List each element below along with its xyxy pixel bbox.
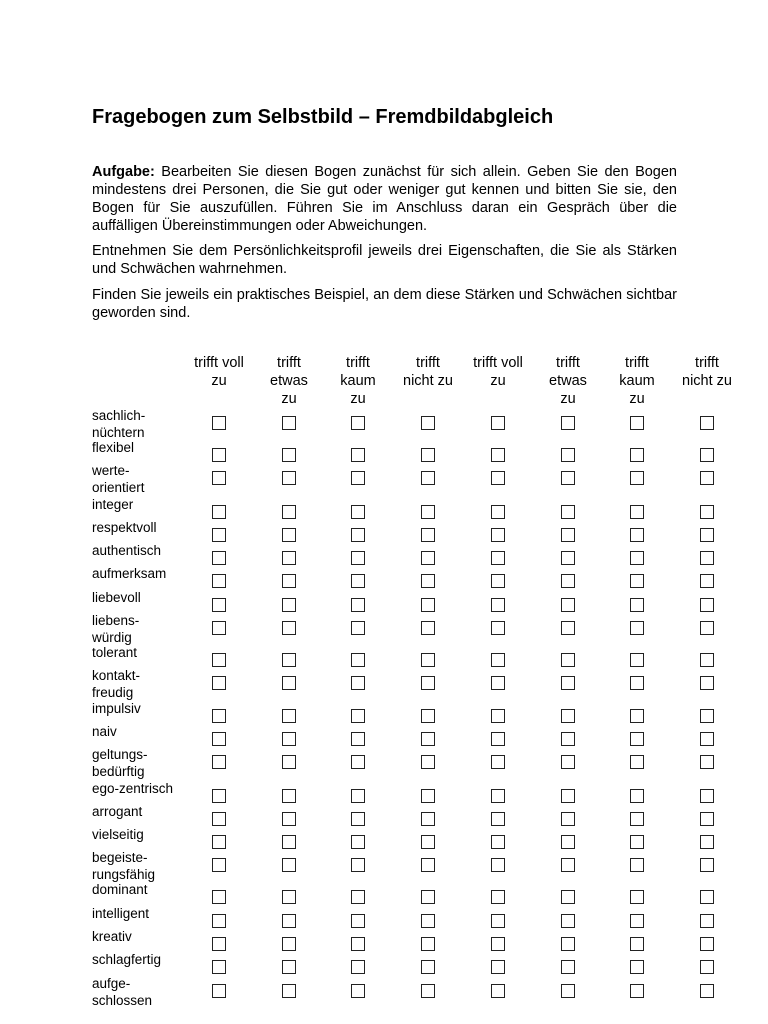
- rating-checkbox[interactable]: [351, 551, 365, 565]
- rating-checkbox[interactable]: [421, 914, 435, 928]
- rating-checkbox[interactable]: [212, 416, 226, 430]
- rating-checkbox[interactable]: [630, 505, 644, 519]
- row-label-line: intelligent: [92, 906, 150, 921]
- row-label-line: liebevoll: [92, 590, 141, 605]
- column-header-line: zu: [560, 391, 576, 407]
- rating-checkbox[interactable]: [561, 890, 575, 904]
- rating-checkbox[interactable]: [282, 789, 296, 803]
- rating-checkbox[interactable]: [351, 621, 365, 635]
- rating-checkbox[interactable]: [421, 732, 435, 746]
- rating-checkbox[interactable]: [561, 984, 575, 998]
- rating-checkbox[interactable]: [351, 937, 365, 951]
- row-label-line: integer: [92, 497, 134, 512]
- rating-checkbox[interactable]: [700, 676, 714, 690]
- instruction-paragraph-2: Entnehmen Sie dem Persönlichkeitsprofil jeweils drei Eigenschaften, die Sie als Stärken und Schwächen wahrnehmen.: [92, 243, 677, 277]
- rating-checkbox[interactable]: [630, 812, 644, 826]
- rating-checkbox[interactable]: [421, 960, 435, 974]
- rating-checkbox[interactable]: [212, 812, 226, 826]
- task-paragraph: [92, 163, 677, 235]
- row-label: [92, 566, 184, 583]
- rating-checkbox[interactable]: [212, 937, 226, 951]
- rating-checkbox[interactable]: [700, 528, 714, 542]
- rating-checkbox[interactable]: [630, 984, 644, 998]
- rating-checkbox[interactable]: [282, 858, 296, 872]
- rating-checkbox[interactable]: [212, 505, 226, 519]
- column-header-line: kaum: [340, 373, 376, 389]
- rating-checkbox[interactable]: [282, 551, 296, 565]
- rating-checkbox[interactable]: [630, 890, 644, 904]
- row-label: [92, 543, 184, 560]
- rating-checkbox[interactable]: [491, 621, 505, 635]
- rating-checkbox[interactable]: [700, 574, 714, 588]
- row-label: [92, 850, 184, 883]
- rating-checkbox[interactable]: [630, 789, 644, 803]
- rating-checkbox[interactable]: [212, 709, 226, 723]
- rating-checkbox[interactable]: [700, 789, 714, 803]
- rating-checkbox[interactable]: [630, 858, 644, 872]
- rating-checkbox[interactable]: [561, 709, 575, 723]
- rating-checkbox[interactable]: [491, 960, 505, 974]
- rating-checkbox[interactable]: [212, 984, 226, 998]
- rating-checkbox[interactable]: [700, 471, 714, 485]
- rating-checkbox[interactable]: [630, 448, 644, 462]
- rating-checkbox[interactable]: [282, 984, 296, 998]
- rating-checkbox[interactable]: [700, 937, 714, 951]
- rating-checkbox[interactable]: [491, 789, 505, 803]
- column-header-line: trifft: [277, 355, 301, 371]
- row-label: [92, 645, 184, 662]
- rating-checkbox[interactable]: [421, 505, 435, 519]
- row-label: [92, 724, 184, 741]
- rating-checkbox[interactable]: [421, 528, 435, 542]
- row-label-line: dominant: [92, 882, 148, 897]
- rating-checkbox[interactable]: [630, 598, 644, 612]
- rating-checkbox[interactable]: [282, 621, 296, 635]
- column-header: [599, 354, 675, 408]
- column-header-line: kaum: [619, 373, 655, 389]
- rating-checkbox[interactable]: [561, 505, 575, 519]
- row-label: [92, 668, 184, 701]
- rating-checkbox[interactable]: [351, 812, 365, 826]
- rating-checkbox[interactable]: [630, 960, 644, 974]
- column-header: [251, 354, 327, 408]
- rating-checkbox[interactable]: [282, 732, 296, 746]
- rating-checkbox[interactable]: [491, 471, 505, 485]
- rating-checkbox[interactable]: [630, 653, 644, 667]
- rating-checkbox[interactable]: [282, 505, 296, 519]
- row-label-line: authentisch: [92, 543, 162, 558]
- row-label: [92, 497, 184, 514]
- rating-checkbox[interactable]: [212, 755, 226, 769]
- rating-checkbox[interactable]: [561, 598, 575, 612]
- rating-checkbox[interactable]: [212, 448, 226, 462]
- rating-checkbox[interactable]: [351, 676, 365, 690]
- rating-checkbox[interactable]: [491, 416, 505, 430]
- column-header-line: zu: [350, 391, 366, 407]
- column-header: [320, 354, 396, 408]
- rating-checkbox[interactable]: [700, 835, 714, 849]
- column-header-line: nicht zu: [403, 373, 453, 389]
- rating-checkbox[interactable]: [351, 653, 365, 667]
- column-header-line: etwas: [549, 373, 587, 389]
- rating-checkbox[interactable]: [351, 448, 365, 462]
- rating-checkbox[interactable]: [212, 960, 226, 974]
- page-title: Fragebogen zum Selbstbild – Fremdbildabgleich: [92, 106, 554, 128]
- rating-checkbox[interactable]: [282, 835, 296, 849]
- row-label-line: respektvoll: [92, 520, 157, 535]
- column-header: [181, 354, 257, 390]
- rating-checkbox[interactable]: [630, 551, 644, 565]
- column-header: [669, 354, 745, 390]
- column-header: [530, 354, 606, 408]
- rating-checkbox[interactable]: [212, 676, 226, 690]
- rating-checkbox[interactable]: [421, 598, 435, 612]
- rating-checkbox[interactable]: [421, 789, 435, 803]
- rating-checkbox[interactable]: [282, 914, 296, 928]
- rating-checkbox[interactable]: [491, 574, 505, 588]
- rating-checkbox[interactable]: [212, 574, 226, 588]
- rating-checkbox[interactable]: [212, 789, 226, 803]
- rating-checkbox[interactable]: [561, 789, 575, 803]
- rating-checkbox[interactable]: [351, 914, 365, 928]
- rating-checkbox[interactable]: [700, 621, 714, 635]
- rating-checkbox[interactable]: [351, 528, 365, 542]
- row-label-line: nüchtern: [92, 424, 145, 440]
- rating-checkbox[interactable]: [351, 835, 365, 849]
- rating-checkbox[interactable]: [561, 937, 575, 951]
- rating-checkbox[interactable]: [630, 574, 644, 588]
- rating-checkbox[interactable]: [421, 676, 435, 690]
- rating-checkbox[interactable]: [212, 890, 226, 904]
- rating-checkbox[interactable]: [421, 416, 435, 430]
- rating-checkbox[interactable]: [212, 471, 226, 485]
- rating-checkbox[interactable]: [351, 984, 365, 998]
- row-label: [92, 613, 184, 646]
- rating-checkbox[interactable]: [212, 621, 226, 635]
- row-label-line: vielseitig: [92, 827, 144, 842]
- rating-checkbox[interactable]: [561, 416, 575, 430]
- rating-checkbox[interactable]: [491, 448, 505, 462]
- column-header-line: trifft voll: [473, 355, 523, 371]
- rating-checkbox[interactable]: [630, 914, 644, 928]
- column-header-line: etwas: [270, 373, 308, 389]
- row-label-line: freudig: [92, 684, 134, 700]
- row-label-line: bedürftig: [92, 763, 145, 779]
- rating-checkbox[interactable]: [282, 890, 296, 904]
- rating-checkbox[interactable]: [212, 835, 226, 849]
- rating-checkbox[interactable]: [491, 528, 505, 542]
- rating-checkbox[interactable]: [700, 653, 714, 667]
- rating-checkbox[interactable]: [282, 574, 296, 588]
- rating-checkbox[interactable]: [282, 528, 296, 542]
- rating-checkbox[interactable]: [630, 621, 644, 635]
- row-label: [92, 827, 184, 844]
- rating-checkbox[interactable]: [491, 709, 505, 723]
- rating-checkbox[interactable]: [282, 937, 296, 951]
- rating-checkbox[interactable]: [561, 471, 575, 485]
- rating-checkbox[interactable]: [630, 528, 644, 542]
- row-label: [92, 520, 184, 537]
- rating-checkbox[interactable]: [561, 755, 575, 769]
- rating-checkbox[interactable]: [351, 598, 365, 612]
- rating-checkbox[interactable]: [561, 621, 575, 635]
- rating-checkbox[interactable]: [561, 448, 575, 462]
- row-label-line: werte-: [92, 463, 130, 478]
- rating-checkbox[interactable]: [491, 858, 505, 872]
- rating-checkbox[interactable]: [282, 960, 296, 974]
- row-label-line: ego-zentrisch: [92, 781, 174, 796]
- row-label: [92, 590, 184, 607]
- row-label: [92, 906, 184, 923]
- rating-checkbox[interactable]: [491, 551, 505, 565]
- rating-checkbox[interactable]: [630, 416, 644, 430]
- rating-checkbox[interactable]: [630, 937, 644, 951]
- rating-checkbox[interactable]: [561, 676, 575, 690]
- rating-checkbox[interactable]: [561, 653, 575, 667]
- rating-checkbox[interactable]: [212, 858, 226, 872]
- rating-checkbox[interactable]: [351, 709, 365, 723]
- row-label-line: flexibel: [92, 440, 135, 455]
- rating-checkbox[interactable]: [630, 471, 644, 485]
- rating-checkbox[interactable]: [351, 890, 365, 904]
- column-header: [390, 354, 466, 390]
- rating-checkbox[interactable]: [282, 812, 296, 826]
- rating-checkbox[interactable]: [700, 416, 714, 430]
- row-label: [92, 882, 184, 899]
- rating-checkbox[interactable]: [421, 653, 435, 667]
- rating-checkbox[interactable]: [421, 812, 435, 826]
- column-header-line: trifft: [346, 355, 370, 371]
- row-label: [92, 804, 184, 821]
- rating-checkbox[interactable]: [351, 755, 365, 769]
- rating-checkbox[interactable]: [282, 416, 296, 430]
- rating-checkbox[interactable]: [212, 528, 226, 542]
- row-label: [92, 747, 184, 780]
- rating-checkbox[interactable]: [561, 574, 575, 588]
- rating-checkbox[interactable]: [491, 835, 505, 849]
- rating-checkbox[interactable]: [491, 732, 505, 746]
- rating-checkbox[interactable]: [491, 984, 505, 998]
- column-header: [460, 354, 536, 390]
- rating-checkbox[interactable]: [421, 755, 435, 769]
- row-label-line: kreativ: [92, 929, 132, 944]
- row-label: [92, 463, 184, 496]
- rating-checkbox[interactable]: [421, 574, 435, 588]
- rating-checkbox[interactable]: [561, 732, 575, 746]
- row-label: [92, 408, 184, 441]
- rating-checkbox[interactable]: [630, 835, 644, 849]
- column-header-line: zu: [281, 391, 297, 407]
- row-label-line: orientiert: [92, 479, 145, 495]
- row-label-line: würdig: [92, 629, 132, 645]
- rating-checkbox[interactable]: [630, 755, 644, 769]
- row-label-line: geltungs-: [92, 747, 148, 762]
- column-header-line: nicht zu: [682, 373, 732, 389]
- row-label-line: schlossen: [92, 992, 153, 1008]
- rating-checkbox[interactable]: [282, 653, 296, 667]
- rating-checkbox[interactable]: [351, 858, 365, 872]
- rating-checkbox[interactable]: [421, 448, 435, 462]
- rating-checkbox[interactable]: [351, 960, 365, 974]
- row-label-line: schlagfertig: [92, 952, 162, 967]
- rating-checkbox[interactable]: [421, 890, 435, 904]
- rating-checkbox[interactable]: [421, 621, 435, 635]
- column-header-line: trifft: [695, 355, 719, 371]
- rating-checkbox[interactable]: [700, 914, 714, 928]
- rating-checkbox[interactable]: [421, 984, 435, 998]
- instruction-paragraph-3: Finden Sie jeweils ein praktisches Beispiel, an dem diese Stärken und Schwächen sichtbar geworden sind.: [92, 287, 677, 321]
- task-label: Aufgabe:: [92, 164, 155, 180]
- rating-checkbox[interactable]: [700, 984, 714, 998]
- row-label-line: tolerant: [92, 645, 138, 660]
- rating-checkbox[interactable]: [282, 755, 296, 769]
- rating-checkbox[interactable]: [491, 890, 505, 904]
- rating-checkbox[interactable]: [561, 528, 575, 542]
- rating-checkbox[interactable]: [421, 471, 435, 485]
- column-header-line: zu: [490, 373, 506, 389]
- row-label-line: rungsfähig: [92, 866, 156, 882]
- column-header-line: trifft: [625, 355, 649, 371]
- rating-checkbox[interactable]: [700, 709, 714, 723]
- rating-checkbox[interactable]: [700, 732, 714, 746]
- rating-checkbox[interactable]: [212, 598, 226, 612]
- rating-checkbox[interactable]: [282, 676, 296, 690]
- column-header-line: zu: [211, 373, 227, 389]
- row-label: [92, 781, 184, 798]
- rating-checkbox[interactable]: [351, 732, 365, 746]
- rating-checkbox[interactable]: [282, 448, 296, 462]
- rating-checkbox[interactable]: [282, 471, 296, 485]
- rating-checkbox[interactable]: [700, 551, 714, 565]
- rating-checkbox[interactable]: [561, 960, 575, 974]
- rating-checkbox[interactable]: [421, 835, 435, 849]
- rating-checkbox[interactable]: [561, 835, 575, 849]
- task-text: Bearbeiten Sie diesen Bogen zunächst für sich allein. Geben Sie den Bogen mindestens drei Personen, die Sie gut oder weniger gut kennen und bitten Sie sie, den Bogen für Sie auszufüllen. Führen Sie im Anschluss daran ein Gespräch über die auffälligen Übereinstimmungen oder Abweichungen.: [92, 164, 677, 234]
- row-label-line: liebens-: [92, 613, 140, 628]
- rating-checkbox[interactable]: [421, 551, 435, 565]
- column-header-line: trifft voll: [194, 355, 244, 371]
- rating-checkbox[interactable]: [700, 890, 714, 904]
- rating-checkbox[interactable]: [700, 505, 714, 519]
- rating-checkbox[interactable]: [700, 812, 714, 826]
- column-header-line: trifft: [416, 355, 440, 371]
- rating-checkbox[interactable]: [700, 960, 714, 974]
- rating-checkbox[interactable]: [561, 914, 575, 928]
- rating-checkbox[interactable]: [212, 551, 226, 565]
- rating-checkbox[interactable]: [491, 914, 505, 928]
- rating-checkbox[interactable]: [491, 755, 505, 769]
- rating-checkbox[interactable]: [700, 598, 714, 612]
- rating-checkbox[interactable]: [630, 732, 644, 746]
- rating-checkbox[interactable]: [351, 471, 365, 485]
- rating-checkbox[interactable]: [561, 551, 575, 565]
- rating-checkbox[interactable]: [351, 574, 365, 588]
- rating-checkbox[interactable]: [561, 812, 575, 826]
- rating-checkbox[interactable]: [700, 448, 714, 462]
- rating-checkbox[interactable]: [491, 598, 505, 612]
- row-label-line: sachlich-: [92, 408, 146, 423]
- column-header-line: zu: [629, 391, 645, 407]
- rating-checkbox[interactable]: [421, 858, 435, 872]
- row-label-line: aufmerksam: [92, 566, 167, 581]
- row-label: [92, 952, 184, 969]
- row-label-line: naiv: [92, 724, 117, 739]
- rating-checkbox[interactable]: [561, 858, 575, 872]
- rating-checkbox[interactable]: [491, 505, 505, 519]
- rating-checkbox[interactable]: [282, 709, 296, 723]
- rating-checkbox[interactable]: [491, 653, 505, 667]
- rating-checkbox[interactable]: [700, 755, 714, 769]
- rating-checkbox[interactable]: [212, 732, 226, 746]
- row-label-line: begeiste-: [92, 850, 148, 865]
- rating-checkbox[interactable]: [212, 653, 226, 667]
- rating-checkbox[interactable]: [282, 598, 296, 612]
- rating-checkbox[interactable]: [421, 709, 435, 723]
- rating-checkbox[interactable]: [491, 937, 505, 951]
- rating-checkbox[interactable]: [630, 676, 644, 690]
- column-header-line: trifft: [556, 355, 580, 371]
- rating-checkbox[interactable]: [630, 709, 644, 723]
- rating-checkbox[interactable]: [351, 789, 365, 803]
- row-label: [92, 976, 184, 1009]
- rating-checkbox[interactable]: [421, 937, 435, 951]
- rating-checkbox[interactable]: [491, 676, 505, 690]
- row-label-line: aufge-: [92, 976, 131, 991]
- rating-checkbox[interactable]: [351, 416, 365, 430]
- rating-checkbox[interactable]: [351, 505, 365, 519]
- row-label-line: kontakt-: [92, 668, 141, 683]
- row-label-line: arrogant: [92, 804, 143, 819]
- rating-checkbox[interactable]: [700, 858, 714, 872]
- rating-checkbox[interactable]: [212, 914, 226, 928]
- row-label: [92, 440, 184, 457]
- row-label: [92, 701, 184, 718]
- rating-checkbox[interactable]: [491, 812, 505, 826]
- row-label-line: impulsiv: [92, 701, 141, 716]
- row-label: [92, 929, 184, 946]
